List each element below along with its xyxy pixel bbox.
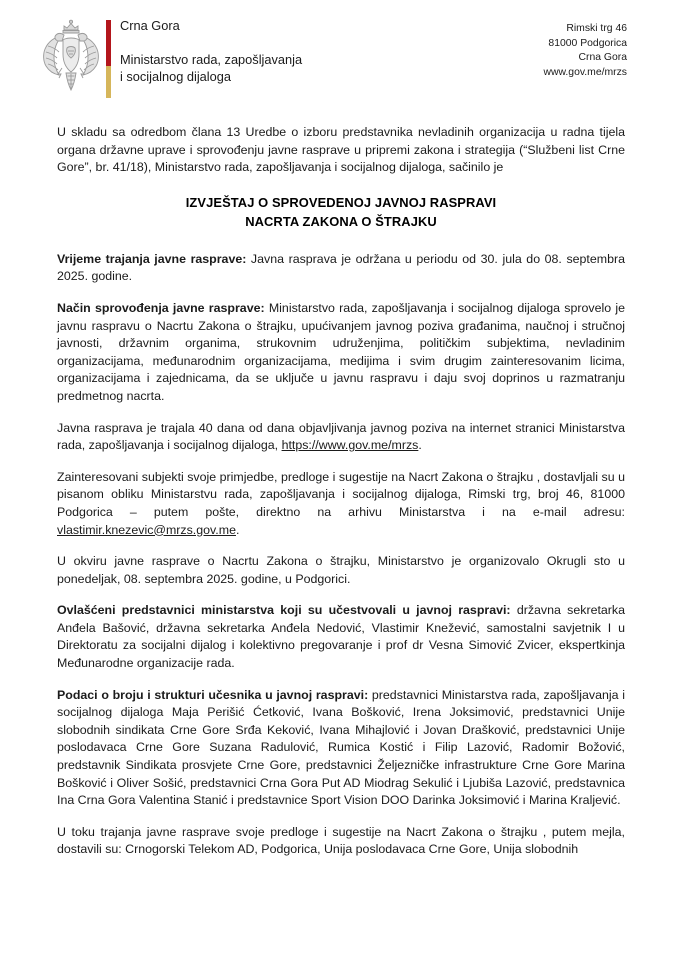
flag-bar-gold xyxy=(106,66,111,98)
contact-website: www.gov.me/mrzs xyxy=(543,66,627,78)
paragraph-method xyxy=(57,300,625,406)
text-duration-pre: Javna rasprava je trajala 40 dana od dana objavljivanja javnog poziva na internet stranici Ministarstva rada, zapošljavanja i socijalnog dijaloga, xyxy=(57,420,625,453)
paragraph-duration-period xyxy=(57,251,625,286)
paragraph-roundtable: U okviru javne rasprave o Nacrtu Zakona o štrajku, Ministarstvo je organizovalo Okrugli sto u ponedeljak, 08. septembra 2025. godine, u Podgorici. xyxy=(57,554,625,586)
coat-of-arms-icon xyxy=(40,18,102,100)
country-name: Crna Gora xyxy=(120,18,180,33)
text-nacin-sprovodjenja: Ministarstvo rada, zapošljavanja i socijalnog dijaloga sprovelo je javnu raspravu o Nacrtu Zakona o štrajku, upućivanjem javnog poziva građanima, naučnoj i stručnoj javnosti, državnim organima, strukovnim udruženjima, političkim subjektima, nevladinim organizacijama, međunarodnim organizacijama, medijima i svim drugim zainteresovanim licima, organizacijama i zajednicama, da se uključe u javnu raspravu i daju svoj doprinos u razmatranju predmetnog nacrta. xyxy=(57,300,625,403)
flag-accent-bar xyxy=(106,20,111,98)
label-podaci-o-broju: Podaci o broju i strukturi učesnika u javnoj raspravi: xyxy=(57,687,369,702)
ministry-website-link[interactable]: https://www.gov.me/mrzs xyxy=(281,438,419,453)
flag-bar-red xyxy=(106,20,111,66)
paragraph-final: U toku trajanja javne rasprave svoje predloge i sugestije na Nacrt Zakona o štrajku , putem mejla, dostavili su: Crnogorski Telekom AD, Podgorica, Unija poslodavaca Crne Gore, Unija slobodnih xyxy=(57,824,625,857)
paragraph-intro: U skladu sa odredbom člana 13 Uredbe o izboru predstavnika nevladinih organizacija u radna tijela organa državne uprave i sprovođenju javne rasprave u pripremi zakona i strategija (“Službeni list Crne Gore”, br. 41/18), Ministarstvo rada, zapošljavanja i socijalnog dijaloga, sačinilo je xyxy=(57,125,625,175)
text-submissions-post: . xyxy=(235,522,240,537)
text-podaci-o-broju: predstavnici Ministarstva rada, zapošljavanja i socijalnog dijaloga Maja Perišić Ćetković, Ivana Bošković, Irena Joksimović, predstavnici Unije slobodnih sindikata Crne Gore Srđa Keković, Ivana Mihajlović i Jovan Drašković, predstavnici Unije poslodavaca Crne Gore Suzana Radulović, Rumica Kostić i Filip Lazović, Radomir Božović, predstavnik Sindikata prosvjete Crne Gore, predstavnici Željezničke infrastrukture Crne Gore Marina Bošković i Oliver Sošić, predstavnici Crna Gora Put AD Miodrag Sekulić i Ljubiša Lazović, predstavnica Ina Crna Gora Valentina Stanić i predstavnice Sport Vision DOO Darinka Joksimović i Marina Kraljević. xyxy=(57,687,625,808)
page-title-line2: NACRTA ZAKONA O ŠTRAJKU xyxy=(245,213,437,229)
text-vrijeme-trajanja: Javna rasprava je održana u periodu od 30. jula do 08. septembra 2025. godine. xyxy=(57,251,625,284)
ministry-name-line2: i socijalnog dijaloga xyxy=(120,68,231,84)
page-title xyxy=(57,193,625,231)
label-vrijeme-trajanja: Vrijeme trajanja javne rasprave: xyxy=(57,251,247,266)
document-body xyxy=(57,124,625,859)
paragraph-submissions xyxy=(57,469,625,539)
label-nacin-sprovodjenja: Način sprovođenja javne rasprave: xyxy=(57,300,265,315)
paragraph-representatives xyxy=(57,602,625,672)
text-submissions-pre: Zainteresovani subjekti svoje primjedbe, predloge i sugestije na Nacrt Zakona o štrajku , dostavljali su u pisanom obliku Ministarstvu rada, zapošljavanja i socijalnog dijaloga, Rimski trg, broj 46, 81000 Podgorica – putem pošte, direktno na arhivu Ministarstva i na e-mail adresu: xyxy=(57,469,625,519)
label-ovlasceni-predstavnici: Ovlašćeni predstavnici ministarstva koji su učestvovali u javnoj raspravi: xyxy=(57,603,511,618)
ministry-name-line1: Ministarstvo rada, zapošljavanja xyxy=(120,52,303,67)
contact-block xyxy=(543,22,627,80)
page-title-line1: IZVJEŠTAJ O SPROVEDENOJ JAVNOJ RASPRAVI xyxy=(185,194,497,210)
paragraph-duration-days xyxy=(57,420,625,455)
ministry-name xyxy=(120,52,450,85)
text-duration-post: . xyxy=(418,438,422,453)
contact-email-link[interactable]: vlastimir.knezevic@mrzs.gov.me xyxy=(57,522,236,537)
contact-street: Rimski trg 46 xyxy=(566,23,627,34)
text-ovlasceni-predstavnici: državna sekretarka Anđela Bašović, državna sekretarka Anđela Nedović, Vlastimir Knežević, samostalni savjetnik I u Direktoratu za socijalni dijalog i kolektivno pregovaranje i prof dr Vesna Simović Zvicer, ekspertkinja Međunarodne organizacije rada. xyxy=(57,603,626,671)
contact-city: 81000 Podgorica xyxy=(548,37,627,49)
letterhead xyxy=(0,0,679,112)
paragraph-participants xyxy=(57,687,625,810)
contact-country: Crna Gora xyxy=(578,52,627,64)
brand-block xyxy=(120,18,450,85)
